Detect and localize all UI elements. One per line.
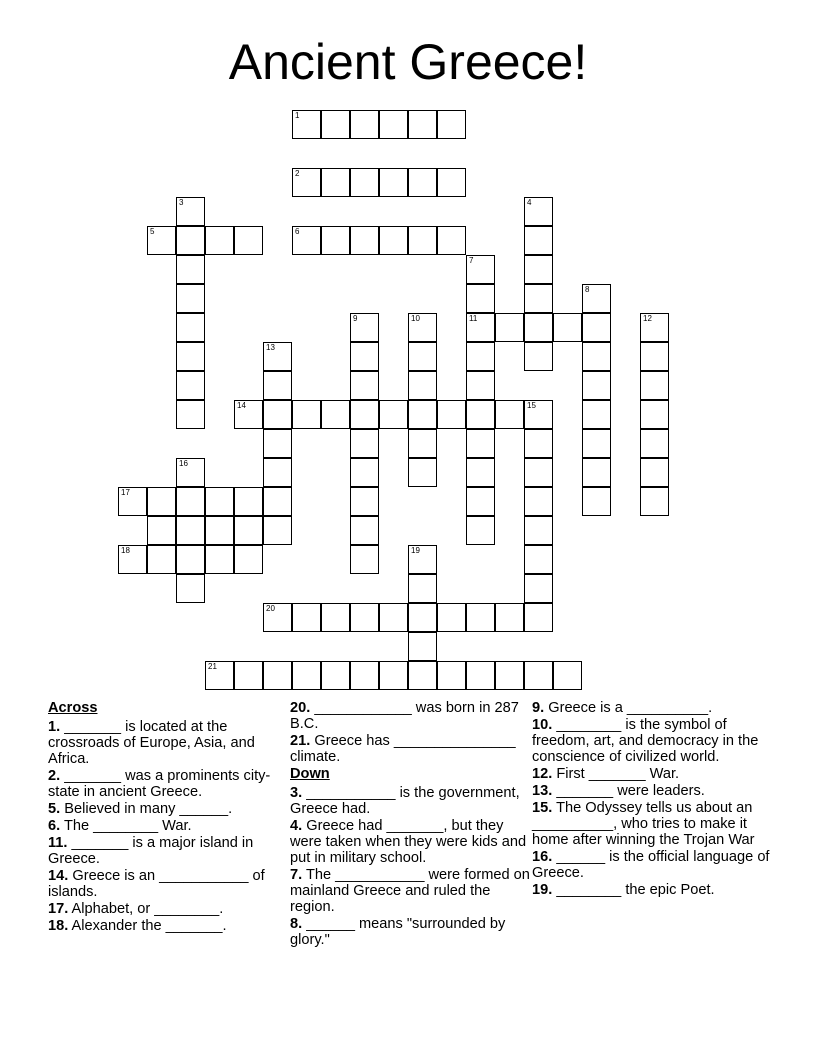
grid-cell[interactable] <box>379 661 408 690</box>
grid-cell[interactable] <box>118 487 147 516</box>
grid-cell[interactable] <box>495 603 524 632</box>
grid-cell[interactable] <box>582 371 611 400</box>
clue-across-20: 20. ____________ was born in 287 B.C. <box>290 700 519 732</box>
grid-cell[interactable] <box>466 516 495 545</box>
grid-cell[interactable] <box>640 371 669 400</box>
grid-cell[interactable] <box>408 342 437 371</box>
grid-cell[interactable] <box>408 661 437 690</box>
grid-cell[interactable] <box>147 487 176 516</box>
clue-down-3: 3. ___________ is the government, Greece had. <box>290 785 520 817</box>
grid-cell[interactable] <box>524 284 553 313</box>
grid-cell[interactable] <box>263 661 292 690</box>
grid-cell[interactable] <box>321 603 350 632</box>
grid-cell[interactable] <box>321 226 350 255</box>
grid-cell[interactable] <box>350 429 379 458</box>
grid-cell[interactable] <box>176 226 205 255</box>
grid-cell[interactable] <box>524 313 553 342</box>
across-heading: Across <box>48 700 98 716</box>
grid-cell[interactable] <box>582 429 611 458</box>
grid-cell[interactable] <box>640 429 669 458</box>
grid-cell[interactable] <box>321 400 350 429</box>
clue-across-18: 18. Alexander the _______. <box>48 918 227 934</box>
grid-cell[interactable] <box>408 168 437 197</box>
grid-cell[interactable] <box>176 313 205 342</box>
grid-cell[interactable] <box>582 487 611 516</box>
grid-cell[interactable] <box>176 545 205 574</box>
grid-cell[interactable] <box>640 313 669 342</box>
grid-cell[interactable] <box>524 255 553 284</box>
clue-down-10: 10. ________ is the symbol of freedom, art, and democracy in the conscience of civilized world. <box>532 717 759 765</box>
grid-number: 7 <box>469 256 474 265</box>
grid-cell[interactable] <box>437 168 466 197</box>
clue-down-12: 12. First _______ War. <box>532 766 680 782</box>
grid-cell[interactable] <box>176 342 205 371</box>
clue-down-16: 16. ______ is the official language of Greece. <box>532 849 770 881</box>
clue-across-6: 6. The ________ War. <box>48 818 192 834</box>
grid-cell[interactable] <box>437 110 466 139</box>
grid-cell[interactable] <box>263 429 292 458</box>
grid-cell[interactable] <box>553 661 582 690</box>
down-heading: Down <box>290 766 330 782</box>
grid-number: 8 <box>585 285 590 294</box>
grid-number: 21 <box>208 662 217 671</box>
grid-cell[interactable] <box>205 487 234 516</box>
grid-cell[interactable] <box>640 458 669 487</box>
grid-cell[interactable] <box>466 603 495 632</box>
grid-number: 5 <box>150 227 155 236</box>
clue-down-8: 8. ______ means "surrounded by glory." <box>290 916 506 948</box>
grid-cell[interactable] <box>408 574 437 603</box>
grid-cell[interactable] <box>379 400 408 429</box>
grid-cell[interactable] <box>234 400 263 429</box>
grid-cell[interactable] <box>350 110 379 139</box>
grid-cell[interactable] <box>379 168 408 197</box>
grid-number: 11 <box>469 314 478 323</box>
grid-cell[interactable] <box>408 632 437 661</box>
clue-across-21: 21. Greece has _______________ climate. <box>290 733 516 765</box>
grid-cell[interactable] <box>176 400 205 429</box>
grid-cell[interactable] <box>350 313 379 342</box>
grid-cell[interactable] <box>234 661 263 690</box>
grid-number: 12 <box>643 314 652 323</box>
grid-cell[interactable] <box>582 400 611 429</box>
grid-cell[interactable] <box>408 371 437 400</box>
grid-number: 19 <box>411 546 420 555</box>
grid-cell[interactable] <box>524 574 553 603</box>
grid-cell[interactable] <box>408 313 437 342</box>
grid-cell[interactable] <box>379 110 408 139</box>
grid-cell[interactable] <box>524 226 553 255</box>
grid-cell[interactable] <box>466 313 495 342</box>
grid-cell[interactable] <box>292 400 321 429</box>
clue-across-17: 17. Alphabet, or ________. <box>48 901 224 917</box>
grid-cell[interactable] <box>263 603 292 632</box>
grid-number: 10 <box>411 314 420 323</box>
grid-cell[interactable] <box>147 516 176 545</box>
grid-cell[interactable] <box>524 429 553 458</box>
grid-number: 20 <box>266 604 275 613</box>
clue-column-2 <box>290 700 530 949</box>
grid-cell[interactable] <box>582 342 611 371</box>
grid-cell[interactable] <box>466 342 495 371</box>
grid-cell[interactable] <box>350 400 379 429</box>
grid-cell[interactable] <box>437 603 466 632</box>
grid-number: 9 <box>353 314 358 323</box>
grid-number: 15 <box>527 401 536 410</box>
grid-cell[interactable] <box>524 487 553 516</box>
grid-number: 3 <box>179 198 184 207</box>
grid-cell[interactable] <box>292 110 321 139</box>
grid-cell[interactable] <box>176 255 205 284</box>
grid-cell[interactable] <box>640 342 669 371</box>
grid-cell[interactable] <box>263 458 292 487</box>
grid-cell[interactable] <box>640 487 669 516</box>
clue-column-1 <box>48 700 288 935</box>
grid-cell[interactable] <box>321 661 350 690</box>
grid-cell[interactable] <box>582 313 611 342</box>
clue-down-15: 15. The Odyssey tells us about an __________, who tries to make it home after winning the Trojan War <box>532 800 755 848</box>
clue-down-13: 13. _______ were leaders. <box>532 783 705 799</box>
grid-number: 4 <box>527 198 532 207</box>
grid-cell[interactable] <box>466 371 495 400</box>
grid-cell[interactable] <box>408 603 437 632</box>
grid-cell[interactable] <box>234 545 263 574</box>
grid-cell[interactable] <box>118 545 147 574</box>
grid-cell[interactable] <box>234 516 263 545</box>
grid-cell[interactable] <box>437 400 466 429</box>
grid-cell[interactable] <box>495 313 524 342</box>
grid-cell[interactable] <box>176 371 205 400</box>
grid-cell[interactable] <box>350 603 379 632</box>
grid-cell[interactable] <box>466 661 495 690</box>
grid-cell[interactable] <box>408 458 437 487</box>
grid-cell[interactable] <box>292 226 321 255</box>
grid-cell[interactable] <box>176 197 205 226</box>
grid-cell[interactable] <box>350 168 379 197</box>
clue-down-9: 9. Greece is a __________. <box>532 700 713 716</box>
grid-cell[interactable] <box>263 342 292 371</box>
grid-number: 6 <box>295 227 300 236</box>
grid-cell[interactable] <box>524 197 553 226</box>
grid-cell[interactable] <box>321 110 350 139</box>
grid-cell[interactable] <box>263 400 292 429</box>
grid-cell[interactable] <box>263 516 292 545</box>
grid-cell[interactable] <box>408 110 437 139</box>
grid-cell[interactable] <box>524 458 553 487</box>
grid-cell[interactable] <box>408 429 437 458</box>
grid-cell[interactable] <box>292 603 321 632</box>
grid-cell[interactable] <box>466 255 495 284</box>
clue-across-14: 14. Greece is an ___________ of islands. <box>48 868 265 900</box>
grid-number: 14 <box>237 401 246 410</box>
grid-number: 1 <box>295 111 300 120</box>
grid-cell[interactable] <box>234 226 263 255</box>
grid-number: 16 <box>179 459 188 468</box>
grid-cell[interactable] <box>176 284 205 313</box>
grid-cell[interactable] <box>524 342 553 371</box>
grid-cell[interactable] <box>176 458 205 487</box>
grid-cell[interactable] <box>350 516 379 545</box>
grid-number: 2 <box>295 169 300 178</box>
clue-across-11: 11. _______ is a major island in Greece. <box>48 835 254 867</box>
grid-cell[interactable] <box>408 545 437 574</box>
grid-number: 13 <box>266 343 275 352</box>
grid-cell[interactable] <box>176 516 205 545</box>
grid-cell[interactable] <box>640 400 669 429</box>
grid-cell[interactable] <box>437 226 466 255</box>
grid-cell[interactable] <box>147 545 176 574</box>
grid-cell[interactable] <box>524 516 553 545</box>
grid-cell[interactable] <box>437 661 466 690</box>
grid-cell[interactable] <box>408 226 437 255</box>
grid-cell[interactable] <box>408 400 437 429</box>
clue-down-7: 7. The ___________ were formed on mainland Greece and ruled the region. <box>290 867 530 915</box>
grid-cell[interactable] <box>582 284 611 313</box>
grid-cell[interactable] <box>466 400 495 429</box>
grid-cell[interactable] <box>379 226 408 255</box>
grid-cell[interactable] <box>350 342 379 371</box>
grid-cell[interactable] <box>205 661 234 690</box>
clue-across-2: 2. _______ was a prominents city-state in ancient Greece. <box>48 768 271 800</box>
grid-cell[interactable] <box>205 516 234 545</box>
grid-cell[interactable] <box>263 487 292 516</box>
grid-cell[interactable] <box>524 603 553 632</box>
grid-cell[interactable] <box>553 313 582 342</box>
grid-cell[interactable] <box>350 545 379 574</box>
grid-cell[interactable] <box>350 226 379 255</box>
grid-cell[interactable] <box>292 168 321 197</box>
grid-cell[interactable] <box>205 226 234 255</box>
grid-number: 18 <box>121 546 130 555</box>
grid-cell[interactable] <box>176 574 205 603</box>
page-title: Ancient Greece! <box>228 34 588 90</box>
grid-cell[interactable] <box>234 487 263 516</box>
grid-cell[interactable] <box>582 458 611 487</box>
grid-cell[interactable] <box>379 603 408 632</box>
grid-cell[interactable] <box>495 661 524 690</box>
clue-across-1: 1. _______ is located at the crossroads of Europe, Asia, and Africa. <box>48 719 255 767</box>
grid-cell[interactable] <box>263 371 292 400</box>
grid-cell[interactable] <box>466 487 495 516</box>
grid-cell[interactable] <box>350 487 379 516</box>
clue-column-3 <box>532 700 772 899</box>
grid-cell[interactable] <box>176 487 205 516</box>
clue-down-4: 4. Greece had _______, but they were taken when they were kids and put in military school. <box>290 818 527 866</box>
clue-down-19: 19. ________ the epic Poet. <box>532 882 715 898</box>
grid-cell[interactable] <box>466 429 495 458</box>
grid-number: 17 <box>121 488 130 497</box>
grid-cell[interactable] <box>466 458 495 487</box>
grid-cell[interactable] <box>524 661 553 690</box>
grid-cell[interactable] <box>524 400 553 429</box>
grid-cell[interactable] <box>466 284 495 313</box>
grid-cell[interactable] <box>147 226 176 255</box>
grid-cell[interactable] <box>205 545 234 574</box>
grid-cell[interactable] <box>495 400 524 429</box>
grid-cell[interactable] <box>321 168 350 197</box>
grid-cell[interactable] <box>292 661 321 690</box>
grid-cell[interactable] <box>524 545 553 574</box>
grid-cell[interactable] <box>350 661 379 690</box>
grid-cell[interactable] <box>350 371 379 400</box>
grid-cell[interactable] <box>350 458 379 487</box>
clue-across-5: 5. Believed in many ______. <box>48 801 233 817</box>
